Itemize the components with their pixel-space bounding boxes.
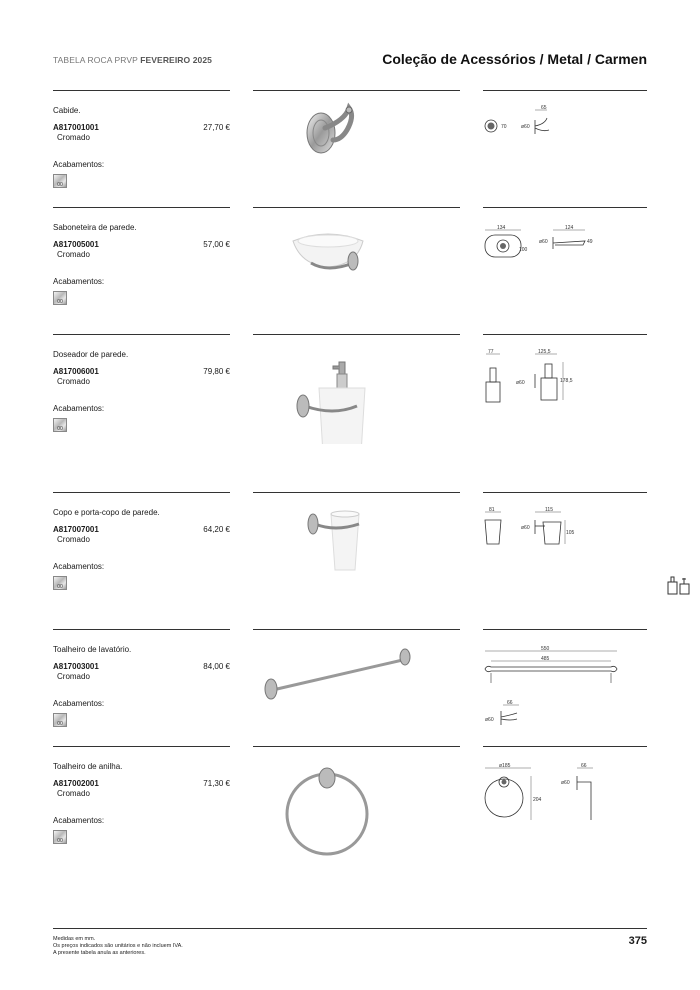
catalog-label: TABELA ROCA PRVP — [53, 55, 138, 65]
product-photo — [253, 90, 460, 200]
technical-drawing — [483, 90, 647, 200]
page-title: Coleção de Acessórios / Metal / Carmen — [382, 51, 647, 67]
dim-text: ø60 — [516, 380, 525, 386]
bathroom-accessories-icon — [667, 575, 691, 595]
chrome-swatch: 00 — [53, 174, 67, 188]
product-finish: Cromado — [57, 250, 90, 259]
finishes-label: Acabamentos: — [53, 277, 105, 286]
product-photo — [253, 746, 460, 866]
product-row — [53, 207, 647, 317]
technical-drawing — [483, 492, 647, 602]
product-name: Saboneteira de parede. — [53, 223, 137, 232]
dim-text: 485 — [541, 656, 550, 662]
product-photo — [253, 207, 460, 317]
dim-text: 77 — [488, 349, 494, 355]
dim-text: 70 — [501, 124, 507, 130]
product-code: A817003001 — [53, 662, 99, 671]
product-code: A817006001 — [53, 367, 99, 376]
product-row — [53, 746, 647, 866]
product-row — [53, 90, 647, 200]
finishes-label: Acabamentos: — [53, 816, 105, 825]
finishes-label: Acabamentos: — [53, 404, 105, 413]
product-name: Toalheiro de lavatório. — [53, 645, 132, 654]
dim-text: 550 — [541, 646, 550, 652]
dim-text: ø60 — [521, 124, 530, 130]
chrome-swatch: 00 — [53, 291, 67, 305]
product-row — [53, 629, 647, 739]
catalog-edition: FEVEREIRO 2025 — [140, 55, 213, 65]
dim-text: 125,5 — [538, 349, 551, 355]
dim-text: ø185 — [499, 763, 511, 769]
product-code: A817007001 — [53, 525, 99, 534]
product-row — [53, 492, 647, 602]
product-price: 84,00 € — [203, 662, 230, 671]
finishes-label: Acabamentos: — [53, 562, 105, 571]
chrome-swatch: 00 — [53, 713, 67, 727]
footer-notes — [53, 936, 183, 957]
footer-note: A presente tabela anula as anteriores. — [53, 950, 146, 956]
dim-text: ø60 — [521, 525, 530, 531]
product-finish: Cromado — [57, 133, 90, 142]
product-finish: Cromado — [57, 672, 90, 681]
product-photo — [253, 334, 460, 444]
dim-text: ø60 — [539, 239, 548, 245]
chrome-swatch: 00 — [53, 830, 67, 844]
product-price: 64,20 € — [203, 525, 230, 534]
divider — [53, 90, 230, 91]
product-finish: Cromado — [57, 377, 90, 386]
product-row — [53, 334, 647, 444]
product-name: Copo e porta-copo de parede. — [53, 508, 160, 517]
product-code: A817002001 — [53, 779, 99, 788]
dim-text: ø60 — [561, 780, 570, 786]
divider — [53, 334, 230, 335]
divider — [53, 746, 230, 747]
dim-text: 124 — [565, 225, 574, 231]
footer-divider — [53, 928, 647, 929]
product-name: Cabide. — [53, 106, 81, 115]
divider — [53, 629, 230, 630]
technical-drawing — [483, 334, 647, 444]
product-code: A817005001 — [53, 240, 99, 249]
dim-text: 81 — [489, 507, 495, 513]
product-price: 79,80 € — [203, 367, 230, 376]
dim-text: 134 — [497, 225, 506, 231]
product-finish: Cromado — [57, 789, 90, 798]
divider — [53, 492, 230, 493]
product-name: Toalheiro de anilha. — [53, 762, 123, 771]
product-price: 57,00 € — [203, 240, 230, 249]
technical-drawing — [483, 207, 647, 317]
page-number: 375 — [628, 935, 647, 947]
product-price: 71,30 € — [203, 779, 230, 788]
divider — [53, 207, 230, 208]
product-name: Doseador de parede. — [53, 350, 129, 359]
chrome-swatch: 00 — [53, 418, 67, 432]
dim-text: 204 — [533, 797, 542, 803]
dim-text: 66 — [507, 700, 513, 706]
finishes-label: Acabamentos: — [53, 699, 105, 708]
product-price: 27,70 € — [203, 123, 230, 132]
dim-text: 49 — [587, 239, 593, 245]
finishes-label: Acabamentos: — [53, 160, 105, 169]
product-photo — [253, 629, 460, 739]
dim-text: 100 — [519, 247, 528, 253]
footer-note: Medidas em mm. — [53, 936, 96, 942]
page-header-left — [53, 55, 212, 65]
dim-text: 178,5 — [560, 378, 573, 384]
product-finish: Cromado — [57, 535, 90, 544]
product-photo — [253, 492, 460, 602]
dim-text: ø60 — [485, 717, 494, 723]
technical-drawing — [483, 746, 647, 866]
dim-text: 115 — [545, 507, 553, 513]
footer-note: Os preços indicados são unitários e não incluem IVA. — [53, 943, 183, 949]
product-code: A817001001 — [53, 123, 99, 132]
dim-text: 105 — [566, 530, 575, 536]
chrome-swatch: 00 — [53, 576, 67, 590]
technical-drawing — [483, 629, 647, 739]
dim-text: 66 — [581, 763, 587, 769]
dim-text: 65 — [541, 105, 547, 111]
